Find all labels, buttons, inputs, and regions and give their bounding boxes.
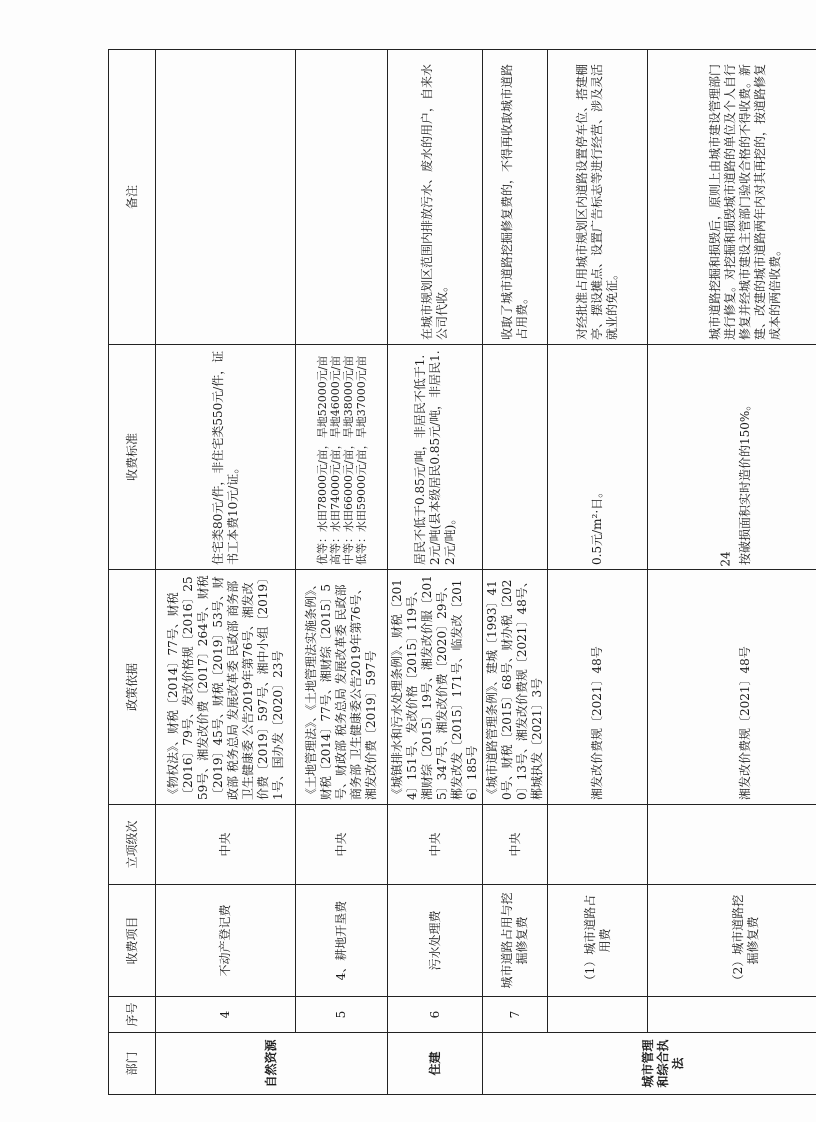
row-level: 中央 xyxy=(388,805,483,885)
row-standard-list xyxy=(296,345,388,570)
table-row xyxy=(388,50,483,1095)
row-seq: 5 xyxy=(296,997,388,1033)
page-number: 24 xyxy=(718,551,733,567)
row-level xyxy=(648,805,816,885)
header-remark: 备注 xyxy=(109,50,156,345)
header-seq: 序号 xyxy=(109,997,156,1033)
row-standard: 住宅类80元/件，非住宅类550元/件，证书工本费10元/证。 xyxy=(156,345,296,570)
row-item: 城市道路占用与挖掘修复费 xyxy=(483,885,548,997)
row-level: 中央 xyxy=(296,805,388,885)
row-level xyxy=(548,805,648,885)
row-seq: 4 xyxy=(156,997,296,1033)
header-basis: 政策依据 xyxy=(109,570,156,805)
row-remark: 收取了城市道路挖掘修复费的，不得再收取城市道路占用费。 xyxy=(483,50,548,345)
header-level: 立项级次 xyxy=(109,805,156,885)
row-item: 不动产登记费 xyxy=(156,885,296,997)
row-basis: 《物权法》、财税〔2014〕77号、财税〔2016〕79号、发改价格规〔2016〕2559号、湘发改价费〔2017〕264号、财税〔2019〕45号、财税〔2019〕53号、财政部 税务总局 发展改革委 民政部 商务部 卫生健康委 公告2019年第76号、湘发改价费〔2019〕597号、湘中小组〔2019〕1号、国办发〔2020〕23号 xyxy=(156,570,296,805)
row-remark: 对经批准占用城市规划区内道路设置停车位、搭建棚亭、摆设摊点、设置广告标志等进行经营、涉及灵活就业的免征。 xyxy=(548,50,648,345)
row-basis: 《城镇排水和污水处理条例》、财税〔2014〕151号、发改价格〔2015〕119号、湘财综〔2015〕19号、湘发改价服〔2015〕347号、湘发改价费〔2020〕29号、郴发改发〔2015〕171号、临发改〔2016〕185号 xyxy=(388,570,483,805)
fee-table xyxy=(108,49,816,1095)
row-basis: 湘发改价费规〔2021〕48号 xyxy=(648,570,816,805)
row-level: 中央 xyxy=(156,805,296,885)
row-standard: 居民不低于0.85元/吨，非居民不低于1.2元/吨(县本级居民0.85元/吨，非居民1.2元/吨)。 xyxy=(388,345,483,570)
standard-line: 低等：水田59000元/亩，旱地37000元/亩 xyxy=(354,355,368,565)
row-remark xyxy=(156,50,296,345)
row-remark: 城市道路挖掘和损毁后，原则上由城市建设管理部门进行修复。对挖掘和损毁城市道路的单位及个人自行修复并经城市建设主管部门验收合格的不得收费。新建、改建的城市道路两年内对其再挖的，按道路修复成本的两倍收费。 xyxy=(648,50,816,345)
standard-line: 中等：水田66000元/亩，旱地38000元/亩 xyxy=(341,355,355,565)
row-basis: 《城市道路管理条例》、建城〔1993〕410号、财税〔2015〕68号、财办税〔2020〕13号、湘发改价费规〔2021〕48号、郴城执发〔2021〕3号 xyxy=(483,570,548,805)
table-row xyxy=(483,50,548,1095)
row-seq: 7 xyxy=(483,997,548,1033)
header-dept: 部门 xyxy=(109,1033,156,1095)
table-row xyxy=(648,50,816,1095)
table-row xyxy=(548,50,648,1095)
header-row xyxy=(109,50,156,1095)
rotated-table-container xyxy=(108,50,808,1095)
row-seq: 6 xyxy=(388,997,483,1033)
row-seq xyxy=(548,997,648,1033)
row-item: （2）城市道路挖掘修复费 xyxy=(648,885,816,997)
row-level: 中央 xyxy=(483,805,548,885)
row-basis: 《土地管理法》、《土地管理法实施条例》、财税〔2014〕77号、湘财综〔2015〕5号、财政部 税务总局 发展改革委 民政部 商务部 卫生健康委公告2019年第76号、湘发改价费〔2019〕597号 xyxy=(296,570,388,805)
row-seq xyxy=(648,997,816,1033)
row-standard: 按破损面积实时造价的150%。 xyxy=(648,345,816,570)
dept-natural-resources: 自然资源 xyxy=(156,1033,388,1095)
dept-urban: 城市管理和综合执法 xyxy=(483,1033,816,1095)
row-item: （1）城市道路占用费 xyxy=(548,885,648,997)
row-item: 4、耕地开垦费 xyxy=(296,885,388,997)
row-remark: 在城市规划区范围内排放污水、废水的用户，自来水公司代收。 xyxy=(388,50,483,345)
standard-line: 高等：水田74000元/亩，旱地46000元/亩 xyxy=(328,355,342,565)
header-item: 收费项目 xyxy=(109,885,156,997)
row-standard xyxy=(483,345,548,570)
table-row xyxy=(156,50,296,1095)
row-basis: 湘发改价费规〔2021〕48号 xyxy=(548,570,648,805)
row-standard: 0.5元/m²·日。 xyxy=(548,345,648,570)
dept-housing: 住建 xyxy=(388,1033,483,1095)
row-remark xyxy=(296,50,388,345)
row-item: 污水处理费 xyxy=(388,885,483,997)
table-row xyxy=(296,50,388,1095)
standard-line: 优等：水田78000元/亩，旱地52000元/亩 xyxy=(315,355,329,565)
header-standard: 收费标准 xyxy=(109,345,156,570)
